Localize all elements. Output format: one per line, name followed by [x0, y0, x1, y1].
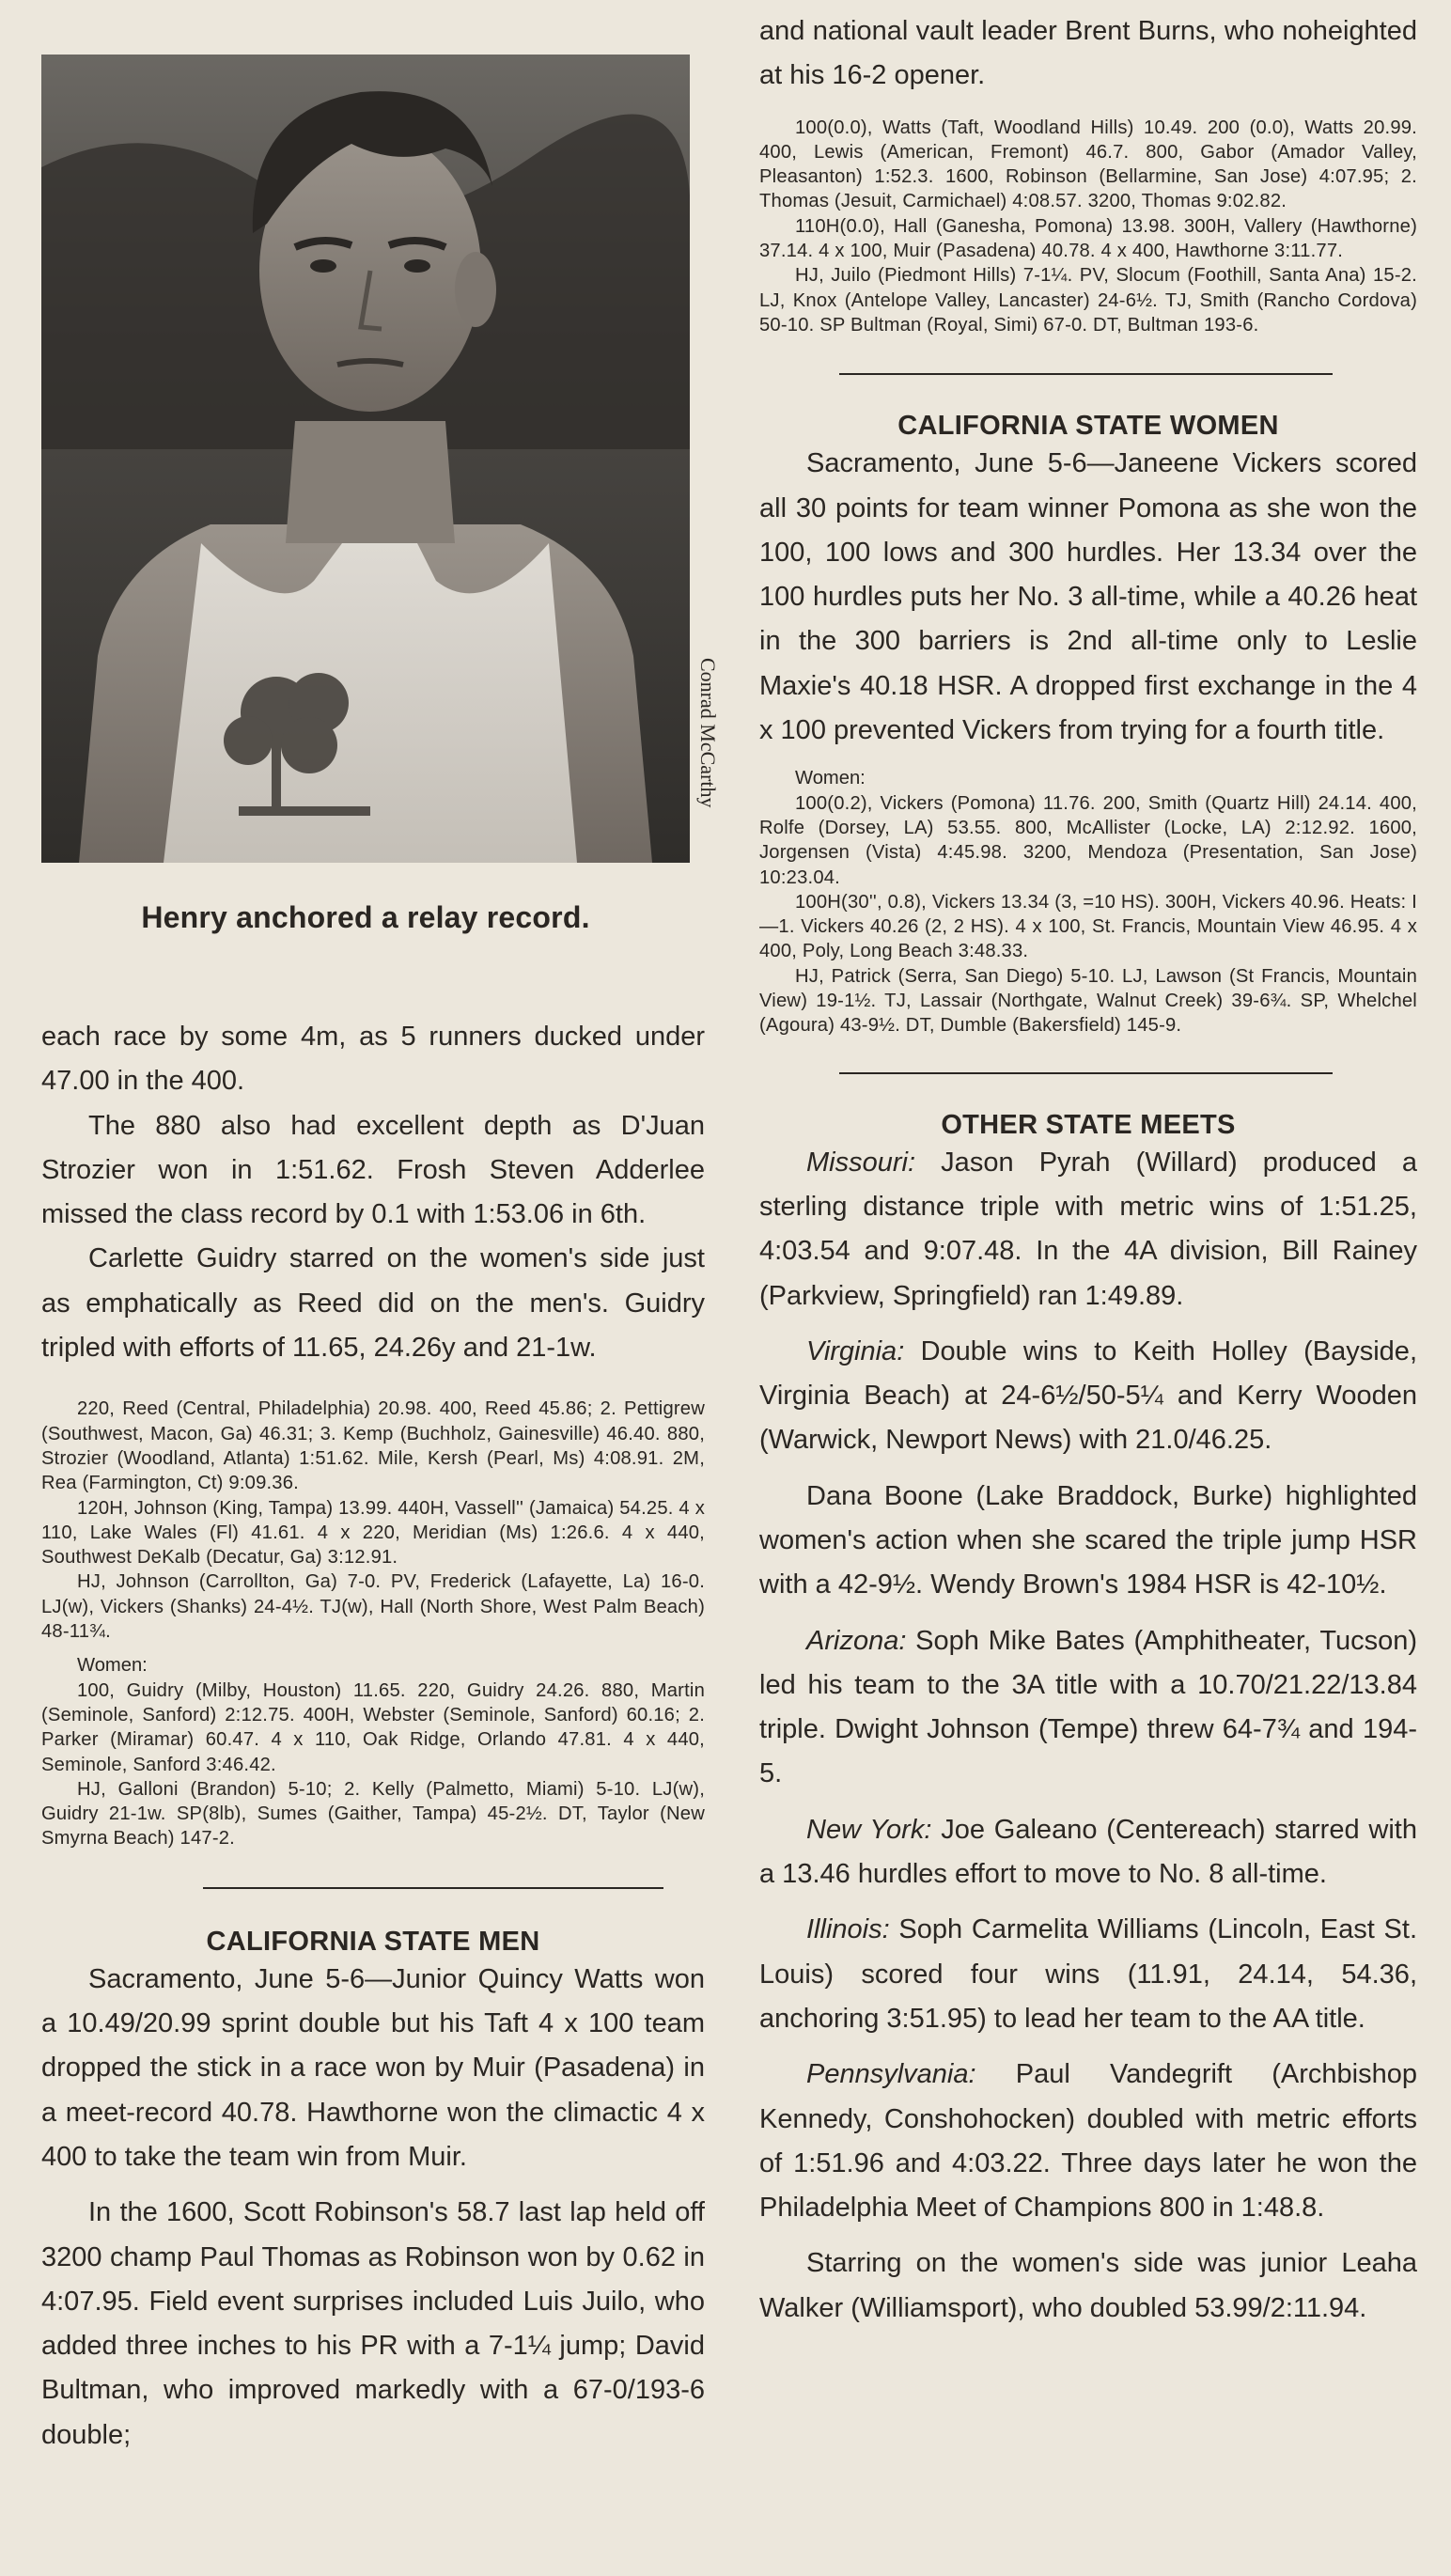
- missouri-paragraph: [759, 1141, 1417, 1319]
- ca-men-paragraph-1: Sacramento, June 5-6—Junior Quincy Watts won a 10.49/20.99 sprint double but his Taft 4 x 100 team dropped the stick in a race won by Muir (Pasadena) in a meet-record 40.78. Hawthorne won the climactic 4 x 400 to take the team win from Muir.: [41, 1963, 705, 2172]
- ca-men-title: CALIFORNIA STATE MEN: [206, 1926, 540, 1957]
- right-paragraph-0: and national vault leader Brent Burns, who noheighted at his 16-2 opener.: [759, 16, 1417, 91]
- state-illinois: Illinois:: [806, 1914, 890, 1945]
- athlete-photo: [41, 55, 690, 863]
- missouri-text: Jason Pyrah (Willard) produced a sterling distance triple with metric wins of 1:51.25, 4:03.54 and 9:07.48. In the 4A division, Bill Rainey (Parkview, Springfield) ran 1:49.89.: [759, 1147, 1417, 1311]
- virginia-paragraph-2: Dana Boone (Lake Braddock, Burke) highlighted women's action when she scared the triple jump HSR with a 42-9½. Wendy Brown's 1984 HSR is 42-10½.: [759, 1480, 1417, 1600]
- results-ca-men-1: 100(0.0), Watts (Taft, Woodland Hills) 10.49. 200 (0.0), Watts 20.99. 400, Lewis (American, Fremont) 46.7. 800, Gabor (Amador Valley, Pleasanton) 1:52.3. 1600, Robinson (Bellarmine, San Jose) 4:07.95; 2. Thomas (Jesuit, Carmichael) 4:08.57. 3200, Thomas 9:02.82.: [759, 117, 1417, 212]
- results-ca-men-2: 110H(0.0), Hall (Ganesha, Pomona) 13.98. 300H, Vallery (Hawthorne) 37.14. 4 x 100, Muir (Pasadena) 40.78. 4 x 400, Hawthorne 3:11.77.: [759, 215, 1417, 262]
- results-ca-women-1: 100(0.2), Vickers (Pomona) 11.76. 200, Smith (Quartz Hill) 24.14. 400, Rolfe (Dorsey, LA) 53.55. 800, McAllister (Locke, LA) 2:12.92. 1600, Jorgensen (Vista) 4:45.98. 3200, Mendoza (Presentation, San Jose) 10:23.04.: [759, 792, 1417, 888]
- photo-caption: Henry anchored a relay record.: [141, 900, 590, 934]
- newyork-text: Joe Galeano (Centereach) starred with a 13.46 hurdles effort to move to No. 8 all-time.: [759, 1814, 1417, 1890]
- results-men-1: 220, Reed (Central, Philadelphia) 20.98. 400, Reed 45.86; 2. Pettigrew (Southwest, Macon, Ga) 46.31; 3. Kemp (Buchholz, Gainesville) 46.40. 880, Strozier (Woodland, Atlanta) 1:51.62. Mile, Kersh (Pearl, Ms) 4:08.91. 2M, Rea (Farmington, Ct) 9:09.36.: [41, 1398, 705, 1494]
- pennsylvania-paragraph-2: Starring on the women's side was junior Leaha Walker (Williamsport), who doubled 53.99/2:11.94.: [759, 2248, 1417, 2323]
- state-newyork: New York:: [806, 1814, 932, 1845]
- results-men-2: 120H, Johnson (King, Tampa) 13.99. 440H, Vassell'' (Jamaica) 54.25. 4 x 110, Lake Wales (Fl) 41.61. 4 x 220, Meridian (Ms) 1:26.6. 4 x 440, Southwest DeKalb (Decatur, Ga) 3:12.91.: [41, 1497, 705, 1569]
- right-column: [759, 9, 1417, 2331]
- state-virginia: Virginia:: [806, 1335, 905, 1366]
- results-men-3: HJ, Johnson (Carrollton, Ga) 7-0. PV, Frederick (Lafayette, La) 16-0. LJ(w), Vickers (Shanks) 24-4½. TJ(w), Hall (North Shore, West Palm Beach) 48-11¾.: [41, 1571, 705, 1643]
- results-ca-men-3: HJ, Juilo (Piedmont Hills) 7-1¼. PV, Slocum (Foothill, Santa Ana) 15-2. LJ, Knox (Antelope Valley, Lancaster) 24-6½. TJ, Smith (Rancho Cordova) 50-10. SP Bultman (Royal, Simi) 67-0. DT, Bultman 193-6.: [759, 265, 1417, 336]
- virginia-text: Double wins to Keith Holley (Bayside, Virginia Beach) at 24-6½/50-5¼ and Kerry Wooden (Warwick, Newport News) with 21.0/46.25.: [759, 1335, 1417, 1456]
- illinois-text: Soph Carmelita Williams (Lincoln, East St. Louis) scored four wins (11.91, 24.14, 54.36, anchoring 3:51.95) to lead her team to the AA title.: [759, 1914, 1417, 2034]
- left-paragraph-3: Carlette Guidry starred on the women's side just as emphatically as Reed did on the men's. Guidry tripled with efforts of 11.65, 24.26y and 21-1w.: [41, 1243, 705, 1364]
- arizona-text: Soph Mike Bates (Amphitheater, Tucson) led his team to the 3A title with a 10.70/21.22/13.84 triple. Dwight Johnson (Tempe) threw 64-7¾ and 194-5.: [759, 1625, 1417, 1789]
- results-women-2: HJ, Galloni (Brandon) 5-10; 2. Kelly (Palmetto, Miami) 5-10. LJ(w), Guidry 21-1w. SP(8lb), Sumes (Gaither, Tampa) 45-2½. DT, Taylor (New Smyrna Beach) 147-2.: [41, 1778, 705, 1850]
- state-missouri: Missouri:: [806, 1147, 916, 1178]
- photo-illustration: [41, 55, 690, 863]
- pennsylvania-paragraph: [759, 2053, 1417, 2230]
- results-ca-women-2: 100H(30'', 0.8), Vickers 13.34 (3, =10 HS). 300H, Vickers 40.96. Heats: I—1. Vickers 40.26 (2, 2 HS). 4 x 100, St. Francis, Mountain View 46.95. 4 x 400, Poly, Long Beach 3:48.33.: [759, 891, 1417, 962]
- photo-credit: Conrad McCarthy: [696, 658, 720, 808]
- left-column: [41, 1015, 705, 2458]
- results-ca-women-3: HJ, Patrick (Serra, San Diego) 5-10. LJ, Lawson (St Francis, Mountain View) 19-1½. TJ, Lassair (Northgate, Walnut Creek) 39-6¾. SP, Whelchel (Agoura) 43-9½. DT, Dumble (Bakersfield) 145-9.: [759, 965, 1417, 1037]
- ca-women-paragraph: Sacramento, June 5-6—Janeene Vickers scored all 30 points for team winner Pomona as she won the 100, 100 lows and 300 hurdles. Her 13.34 over the 100 hurdles puts her No. 3 all-time, while a 40.26 heat in the 300 barriers is 2nd all-time only to Leslie Maxie's 40.18 HSR. A dropped first exchange in the 4 x 100 prevented Vickers from trying for a fourth title.: [759, 448, 1417, 746]
- ca-women-title: CALIFORNIA STATE WOMEN: [897, 411, 1279, 442]
- other-meets-title: OTHER STATE MEETS: [941, 1109, 1236, 1140]
- ca-men-paragraph-2: In the 1600, Scott Robinson's 58.7 last lap held off 3200 champ Paul Thomas as Robinson won by 0.62 in 4:07.95. Field event surprises included Luis Juilo, who added three inches to his PR with a 7-1¼ jump; David Bultman, who improved markedly with a 67-0/193-6 double;: [41, 2197, 705, 2450]
- results-women-1: 100, Guidry (Milby, Houston) 11.65. 220, Guidry 24.26. 880, Martin (Seminole, Sanford) 2:12.75. 400H, Webster (Seminole, Sanford) 60.16; 2. Parker (Miramar) 60.47. 4 x 110, Oak Ridge, Orlando 47.81. 4 x 440, Seminole, Sanford 3:46.42.: [41, 1679, 705, 1775]
- photo-henry: [41, 55, 690, 863]
- state-pennsylvania: Pennsylvania:: [806, 2059, 976, 2090]
- women-label: Women:: [795, 768, 866, 789]
- state-arizona: Arizona:: [806, 1625, 907, 1656]
- illinois-paragraph: [759, 1908, 1417, 2041]
- left-paragraph-2: The 880 also had excellent depth as D'Juan Strozier won in 1:51.62. Frosh Steven Adderlee missed the class record by 0.1 with 1:53.06 in 6th.: [41, 1110, 705, 1230]
- newyork-paragraph: [759, 1808, 1417, 1897]
- virginia-paragraph: [759, 1330, 1417, 1463]
- left-paragraph-1: each race by some 4m, as 5 runners ducked under 47.00 in the 400.: [41, 1022, 705, 1097]
- women-label: Women:: [77, 1655, 148, 1677]
- pennsylvania-text: Paul Vandegrift (Archbishop Kennedy, Conshohocken) doubled with metric efforts of 1:51.96 and 4:03.22. Three days later he won the Philadelphia Meet of Champions 800 in 1:48.8.: [759, 2059, 1417, 2224]
- arizona-paragraph: [759, 1619, 1417, 1797]
